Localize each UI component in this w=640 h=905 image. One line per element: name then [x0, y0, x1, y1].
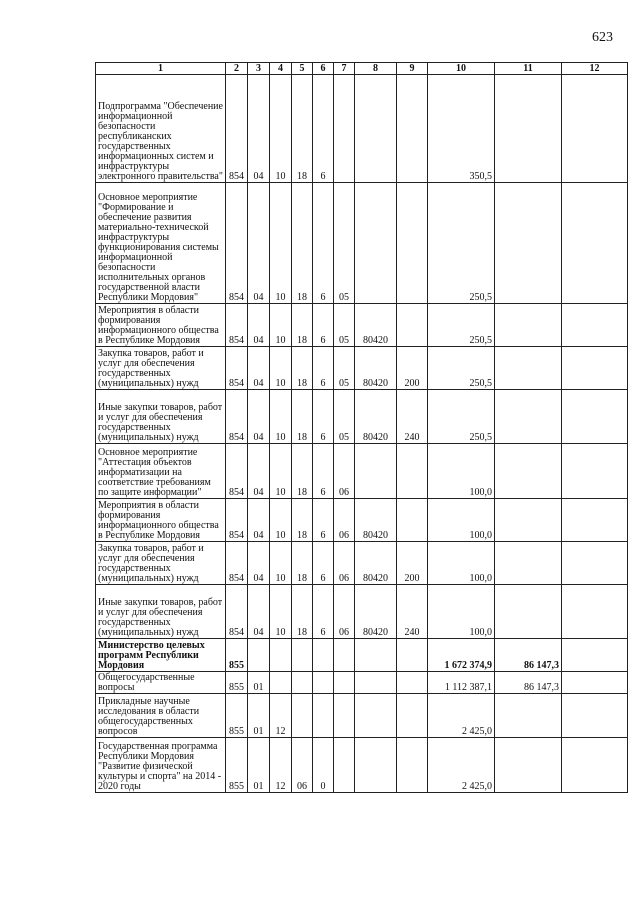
cell-col-8	[355, 672, 397, 694]
cell-col-3: 04	[248, 75, 270, 183]
cell-col-5: 18	[292, 390, 313, 444]
cell-col-9	[397, 499, 428, 542]
cell-col-10: 2 425,0	[428, 738, 495, 793]
cell-col-7	[334, 672, 355, 694]
cell-col-4: 10	[270, 304, 292, 347]
cell-col-11	[495, 585, 562, 639]
column-header-3: 3	[248, 63, 270, 75]
cell-col-11: 86 147,3	[495, 672, 562, 694]
column-header-5: 5	[292, 63, 313, 75]
cell-col-6: 6	[313, 347, 334, 390]
cell-col-7: 06	[334, 585, 355, 639]
column-header-1: 1	[96, 63, 226, 75]
cell-col-9	[397, 183, 428, 304]
cell-col-9	[397, 639, 428, 672]
cell-col-6: 0	[313, 738, 334, 793]
row-description: Основное мероприятие "Формирование и обеспечение развития материально-технической инфраструктуры функционирования системы информационной безопасности исполнительных органов государственной власти Республики Мордовия"	[96, 183, 226, 304]
cell-col-9	[397, 75, 428, 183]
cell-col-4: 10	[270, 390, 292, 444]
cell-col-3: 01	[248, 738, 270, 793]
cell-col-10: 100,0	[428, 585, 495, 639]
cell-col-11	[495, 542, 562, 585]
row-description: Подпрограмма "Обеспечение информационной безопасности республиканских государственных информационных систем и инфраструктуры электронного правительства"	[96, 75, 226, 183]
cell-col-8: 80420	[355, 304, 397, 347]
cell-col-2: 854	[226, 347, 248, 390]
cell-col-11: 86 147,3	[495, 639, 562, 672]
cell-col-6: 6	[313, 390, 334, 444]
cell-col-4: 12	[270, 694, 292, 738]
cell-col-11	[495, 75, 562, 183]
cell-col-10: 2 425,0	[428, 694, 495, 738]
cell-col-3: 04	[248, 444, 270, 499]
cell-col-6	[313, 672, 334, 694]
cell-col-9	[397, 444, 428, 499]
table-body	[96, 75, 628, 793]
cell-col-3: 04	[248, 304, 270, 347]
table-row	[96, 390, 628, 444]
cell-col-10: 100,0	[428, 499, 495, 542]
cell-col-6	[313, 694, 334, 738]
cell-col-9	[397, 694, 428, 738]
cell-col-8: 80420	[355, 347, 397, 390]
row-description: Иные закупки товаров, работ и услуг для обеспечения государственных (муниципальных) нужд	[96, 390, 226, 444]
table-row	[96, 542, 628, 585]
cell-col-6: 6	[313, 75, 334, 183]
cell-col-12	[562, 542, 628, 585]
cell-col-9	[397, 738, 428, 793]
row-description: Закупка товаров, работ и услуг для обеспечения государственных (муниципальных) нужд	[96, 347, 226, 390]
cell-col-5: 06	[292, 738, 313, 793]
row-description: Мероприятия в области формирования информационного общества в Республике Мордовия	[96, 304, 226, 347]
cell-col-6	[313, 639, 334, 672]
cell-col-10: 350,5	[428, 75, 495, 183]
cell-col-5	[292, 694, 313, 738]
cell-col-4: 10	[270, 542, 292, 585]
cell-col-7: 05	[334, 390, 355, 444]
cell-col-8	[355, 738, 397, 793]
cell-col-7	[334, 75, 355, 183]
table-row	[96, 75, 628, 183]
table-row	[96, 304, 628, 347]
cell-col-10: 250,5	[428, 390, 495, 444]
cell-col-12	[562, 694, 628, 738]
cell-col-3: 04	[248, 390, 270, 444]
cell-col-6: 6	[313, 585, 334, 639]
cell-col-8	[355, 183, 397, 304]
cell-col-9: 240	[397, 585, 428, 639]
cell-col-5: 18	[292, 304, 313, 347]
cell-col-2: 854	[226, 183, 248, 304]
cell-col-8: 80420	[355, 499, 397, 542]
table-row	[96, 672, 628, 694]
cell-col-8	[355, 694, 397, 738]
table-row	[96, 639, 628, 672]
cell-col-8	[355, 75, 397, 183]
cell-col-9: 200	[397, 347, 428, 390]
cell-col-5: 18	[292, 444, 313, 499]
cell-col-10: 100,0	[428, 542, 495, 585]
cell-col-5	[292, 639, 313, 672]
cell-col-10: 250,5	[428, 347, 495, 390]
cell-col-3: 01	[248, 672, 270, 694]
column-header-8: 8	[355, 63, 397, 75]
row-description: Государственная программа Республики Мордовия "Развитие физической культуры и спорта" на 2014 - 2020 годы	[96, 738, 226, 793]
table-row	[96, 444, 628, 499]
cell-col-5: 18	[292, 499, 313, 542]
cell-col-4: 10	[270, 75, 292, 183]
cell-col-4: 12	[270, 738, 292, 793]
cell-col-3: 04	[248, 542, 270, 585]
cell-col-4: 10	[270, 444, 292, 499]
cell-col-8	[355, 639, 397, 672]
row-description: Прикладные научные исследования в области общегосударственных вопросов	[96, 694, 226, 738]
cell-col-12	[562, 347, 628, 390]
cell-col-7: 05	[334, 183, 355, 304]
cell-col-4: 10	[270, 499, 292, 542]
cell-col-6: 6	[313, 499, 334, 542]
table-row	[96, 738, 628, 793]
row-description: Закупка товаров, работ и услуг для обеспечения государственных (муниципальных) нужд	[96, 542, 226, 585]
cell-col-4	[270, 672, 292, 694]
cell-col-3: 04	[248, 499, 270, 542]
column-header-4: 4	[270, 63, 292, 75]
row-description: Министерство целевых программ Республики Мордовия	[96, 639, 226, 672]
cell-col-7	[334, 639, 355, 672]
cell-col-2: 854	[226, 542, 248, 585]
cell-col-2: 854	[226, 444, 248, 499]
cell-col-2: 854	[226, 585, 248, 639]
cell-col-7: 06	[334, 499, 355, 542]
row-description: Основное мероприятие "Аттестация объектов информатизации на соответствие требованиям по защите информации"	[96, 444, 226, 499]
cell-col-7: 06	[334, 444, 355, 499]
cell-col-3: 04	[248, 585, 270, 639]
header-row	[96, 63, 628, 75]
cell-col-3: 01	[248, 694, 270, 738]
cell-col-4: 10	[270, 347, 292, 390]
cell-col-11	[495, 444, 562, 499]
row-description: Общегосударственные вопросы	[96, 672, 226, 694]
cell-col-3: 04	[248, 183, 270, 304]
column-header-10: 10	[428, 63, 495, 75]
cell-col-8: 80420	[355, 390, 397, 444]
cell-col-10: 250,5	[428, 304, 495, 347]
cell-col-9: 200	[397, 542, 428, 585]
cell-col-10: 100,0	[428, 444, 495, 499]
cell-col-2: 855	[226, 672, 248, 694]
cell-col-5: 18	[292, 183, 313, 304]
cell-col-6: 6	[313, 304, 334, 347]
cell-col-12	[562, 672, 628, 694]
cell-col-10: 1 672 374,9	[428, 639, 495, 672]
cell-col-2: 854	[226, 499, 248, 542]
row-description: Иные закупки товаров, работ и услуг для обеспечения государственных (муниципальных) нужд	[96, 585, 226, 639]
cell-col-2: 855	[226, 639, 248, 672]
cell-col-9	[397, 672, 428, 694]
cell-col-2: 854	[226, 390, 248, 444]
column-header-12: 12	[562, 63, 628, 75]
cell-col-11	[495, 694, 562, 738]
cell-col-7: 06	[334, 542, 355, 585]
table-row	[96, 499, 628, 542]
cell-col-4: 10	[270, 183, 292, 304]
page-number: 623	[592, 30, 613, 45]
row-description: Мероприятия в области формирования информационного общества в Республике Мордовия	[96, 499, 226, 542]
cell-col-12	[562, 444, 628, 499]
cell-col-12	[562, 499, 628, 542]
cell-col-8	[355, 444, 397, 499]
cell-col-5: 18	[292, 347, 313, 390]
cell-col-4	[270, 639, 292, 672]
cell-col-6: 6	[313, 183, 334, 304]
cell-col-11	[495, 738, 562, 793]
cell-col-3	[248, 639, 270, 672]
cell-col-10: 250,5	[428, 183, 495, 304]
cell-col-11	[495, 347, 562, 390]
column-header-2: 2	[226, 63, 248, 75]
cell-col-12	[562, 639, 628, 672]
budget-table	[95, 62, 628, 793]
cell-col-11	[495, 183, 562, 304]
cell-col-7: 05	[334, 304, 355, 347]
cell-col-9: 240	[397, 390, 428, 444]
table-row	[96, 694, 628, 738]
column-header-6: 6	[313, 63, 334, 75]
column-header-7: 7	[334, 63, 355, 75]
cell-col-4: 10	[270, 585, 292, 639]
cell-col-8: 80420	[355, 542, 397, 585]
table-row	[96, 183, 628, 304]
cell-col-12	[562, 390, 628, 444]
cell-col-12	[562, 738, 628, 793]
cell-col-5	[292, 672, 313, 694]
cell-col-5: 18	[292, 75, 313, 183]
cell-col-7	[334, 738, 355, 793]
cell-col-11	[495, 304, 562, 347]
cell-col-7: 05	[334, 347, 355, 390]
cell-col-8: 80420	[355, 585, 397, 639]
column-header-9: 9	[397, 63, 428, 75]
column-header-11: 11	[495, 63, 562, 75]
table-row	[96, 585, 628, 639]
cell-col-12	[562, 75, 628, 183]
cell-col-6: 6	[313, 444, 334, 499]
cell-col-7	[334, 694, 355, 738]
cell-col-11	[495, 390, 562, 444]
cell-col-5: 18	[292, 542, 313, 585]
cell-col-3: 04	[248, 347, 270, 390]
cell-col-11	[495, 499, 562, 542]
cell-col-12	[562, 585, 628, 639]
cell-col-12	[562, 183, 628, 304]
table-row	[96, 347, 628, 390]
cell-col-2: 855	[226, 738, 248, 793]
cell-col-9	[397, 304, 428, 347]
cell-col-5: 18	[292, 585, 313, 639]
cell-col-2: 854	[226, 75, 248, 183]
cell-col-12	[562, 304, 628, 347]
cell-col-6: 6	[313, 542, 334, 585]
cell-col-10: 1 112 387,1	[428, 672, 495, 694]
cell-col-2: 854	[226, 304, 248, 347]
cell-col-2: 855	[226, 694, 248, 738]
